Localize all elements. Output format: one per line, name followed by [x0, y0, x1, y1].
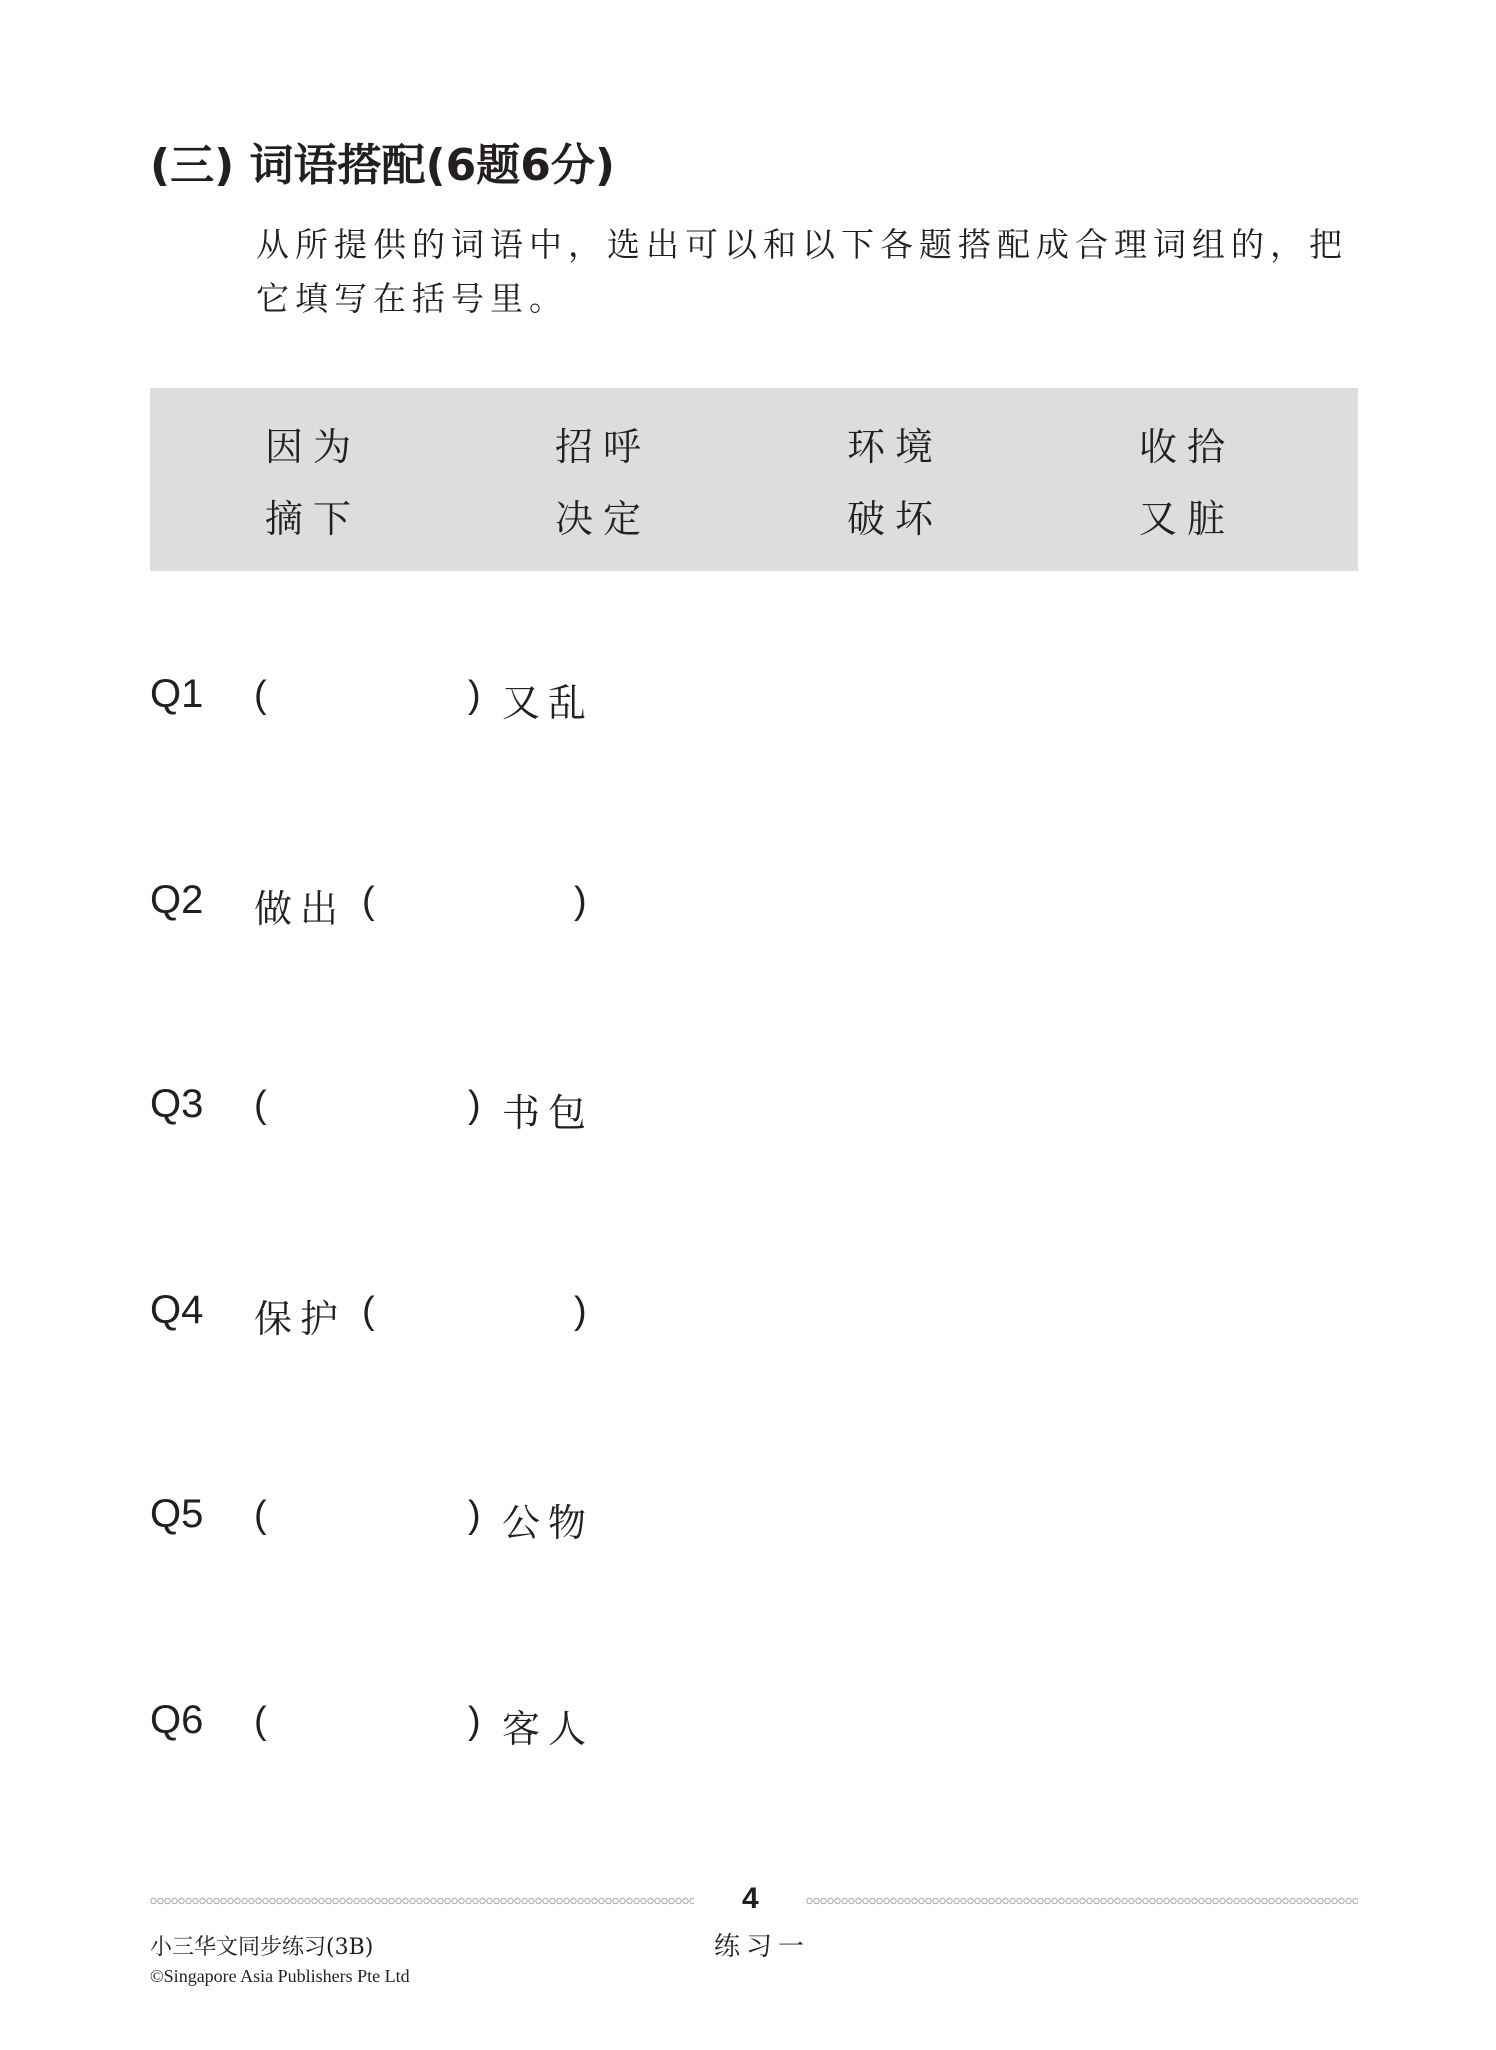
open-paren: ( — [254, 1700, 267, 1742]
open-paren: ( — [254, 674, 267, 716]
word-option: 环境 — [846, 425, 944, 469]
open-paren: ( — [362, 1290, 375, 1332]
instruction-text: 从所提供的词语中，选出可以和以下各题搭配成合理词组的，把它填写在括号里。 — [256, 225, 1348, 318]
close-paren: ) — [468, 1494, 481, 1536]
word-option: 决定 — [554, 497, 652, 541]
question-number: Q4 — [150, 1288, 204, 1332]
question-number: Q3 — [150, 1082, 204, 1126]
word-option: 摘下 — [264, 497, 362, 541]
exercise-label: 练习一 — [714, 1932, 811, 1962]
section-title: (三) 词语搭配(6题6分) — [150, 140, 615, 191]
question-text-after: 客人 — [502, 1707, 595, 1751]
book-title: 小三华文同步练习(3B) — [150, 1935, 374, 1960]
question-text-before: 保护 — [254, 1297, 347, 1341]
question-text-before: 做出 — [254, 887, 347, 931]
close-paren: ) — [574, 1290, 587, 1332]
close-paren: ) — [468, 1700, 481, 1742]
question-number: Q1 — [150, 672, 204, 716]
close-paren: ) — [468, 1084, 481, 1126]
close-paren: ) — [574, 880, 587, 922]
word-option: 因为 — [264, 425, 362, 469]
copyright: ©Singapore Asia Publishers Pte Ltd — [150, 1966, 410, 1986]
word-option: 收拾 — [1138, 425, 1236, 469]
word-option: 又脏 — [1138, 497, 1236, 541]
word-bank — [150, 388, 1358, 571]
question-text-after: 书包 — [502, 1091, 595, 1135]
open-paren: ( — [254, 1494, 267, 1536]
question-number: Q2 — [150, 878, 204, 922]
footer-divider-left — [150, 1896, 694, 1906]
question-text-after: 又乱 — [502, 681, 595, 725]
word-option: 招呼 — [554, 425, 652, 469]
close-paren: ) — [468, 674, 481, 716]
open-paren: ( — [254, 1084, 267, 1126]
footer-divider-right — [806, 1896, 1358, 1906]
question-text-after: 公物 — [502, 1501, 595, 1545]
question-number: Q5 — [150, 1492, 204, 1536]
page-number: 4 — [742, 1882, 759, 1915]
open-paren: ( — [362, 880, 375, 922]
question-number: Q6 — [150, 1698, 204, 1742]
word-option: 破坏 — [846, 497, 944, 541]
